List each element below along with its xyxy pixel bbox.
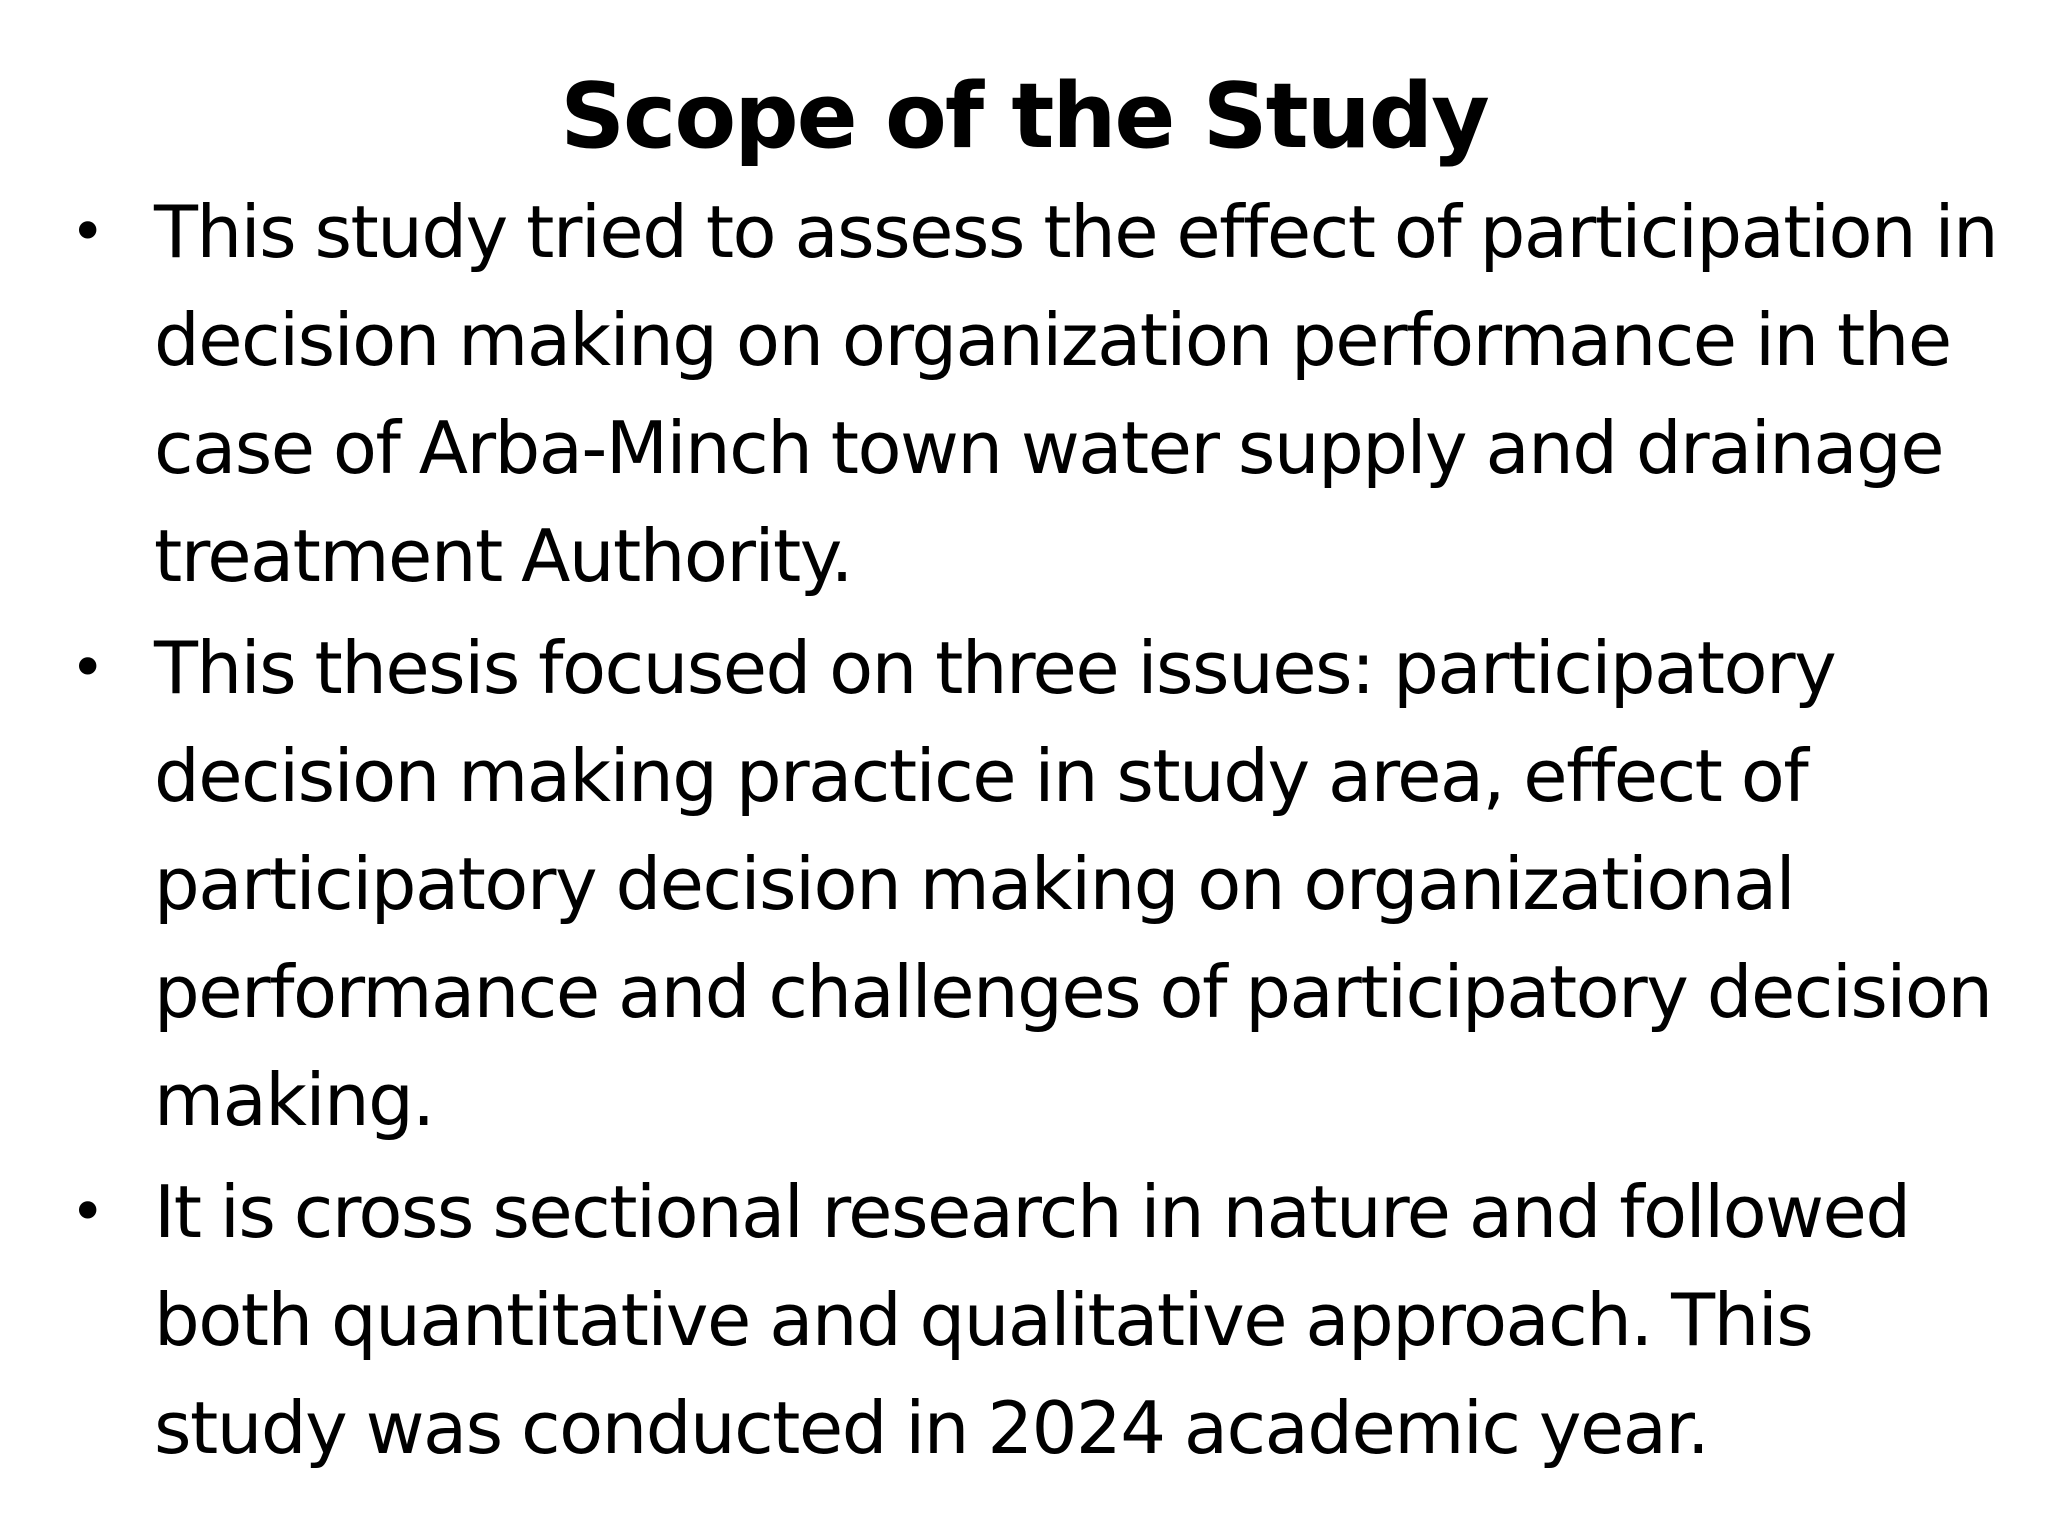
bullet-marker: • [70,197,104,267]
bullet-text: This thesis focused on three issues: participatory decision making practice in study area, effect of participatory decision making on organizational performance and challenges of participatory decision making. [154,626,1992,1142]
bullet-marker: • [70,1177,104,1247]
bullet-text: This study tried to assess the effect of participation in decision making on organization performance in the case of Arba-Minch town water supply and drainage treatment Authority. [154,190,1998,598]
bullet-item-1 [70,178,2010,610]
bullet-item-3 [70,1158,2010,1482]
bullet-list [70,178,2010,1486]
slide-title: Scope of the Study [560,64,1488,169]
bullet-marker: • [70,633,104,703]
bullet-text: It is cross sectional research in nature and followed both quantitative and qualitative approach. This study was conducted in 2024 academic year. [154,1170,1910,1470]
bullet-item-2 [70,614,2010,1154]
